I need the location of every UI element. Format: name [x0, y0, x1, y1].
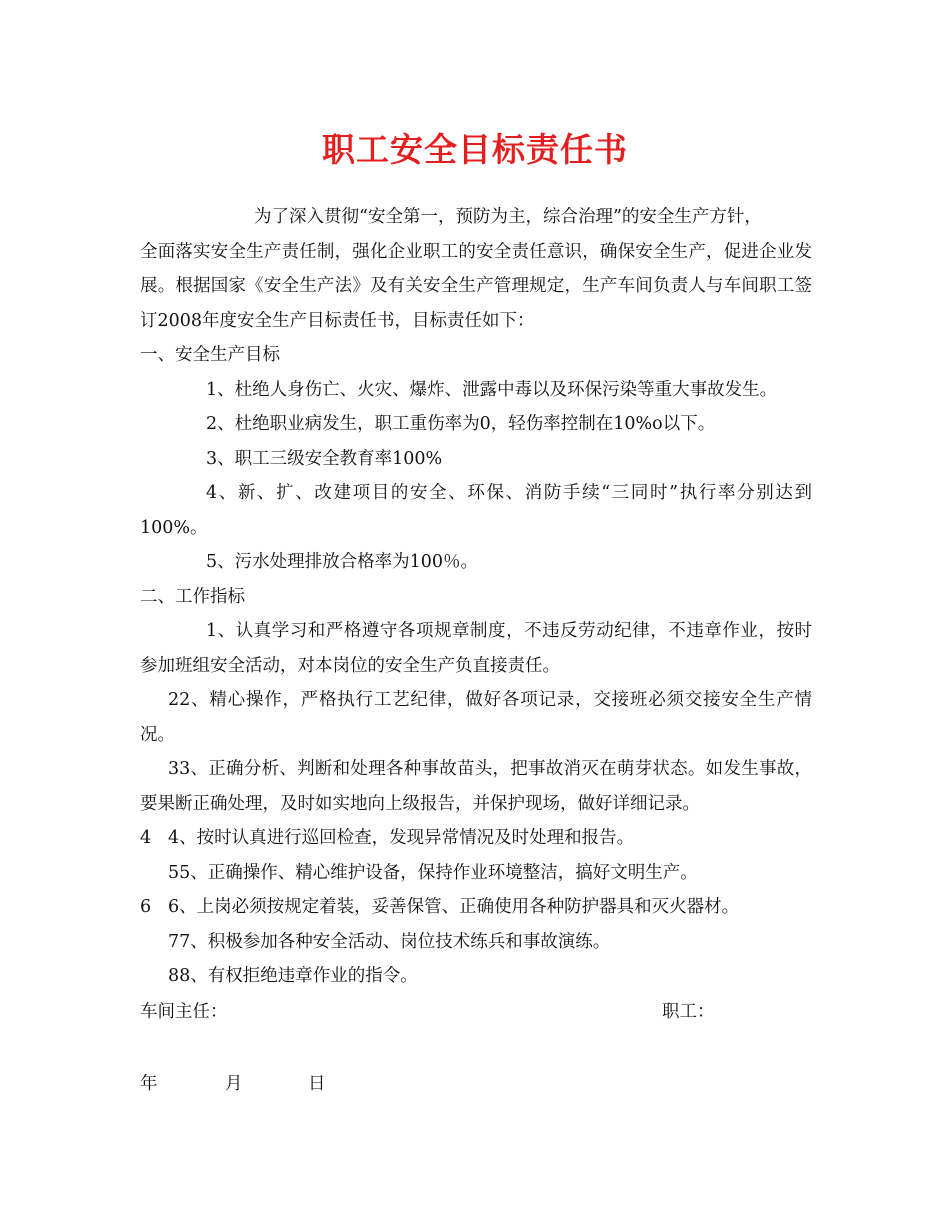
employee-label: 职工：	[662, 1002, 715, 1022]
item-4-text: 4、按时认真进行巡回检查，发现异常情况及时处理和报告。	[168, 828, 635, 848]
section2-item-7: 77、积极参加各种安全活动、岗位技术练兵和事故演练。	[168, 931, 611, 952]
section2-item-4	[140, 821, 812, 856]
section1-item-2: 2、杜绝职业病发生，职工重伤率为0，轻伤率控制在10%o以下。	[206, 414, 716, 434]
section2-item-2: 22、精心操作，严格执行工艺纪律，做好各项记录，交接班必须交接安全生产情况。	[140, 690, 812, 745]
section2-heading: 二、工作指标	[140, 586, 245, 607]
item-6-prefix: 6	[140, 897, 152, 917]
section2-item-6	[140, 890, 812, 925]
intro-first-line: 为了深入贯彻“安全第一，预防为主，综合治理”的安全生产方针，	[254, 207, 762, 227]
intro-paragraph: 全面落实安全生产责任制，强化企业职工的安全责任意识，确保安全生产，促进企业发展。根据国家《安全生产法》及有关安全生产管理规定，生产车间负责人与车间职工签订2008年度安全生产目标责任书，目标责任如下：	[140, 241, 812, 331]
date-month: 月	[225, 1074, 243, 1094]
section1-item-1: 1、杜绝人身伤亡、火灾、爆炸、泄露中毒以及环保污染等重大事故发生。	[206, 379, 778, 400]
workshop-director-label: 车间主任：	[140, 1002, 228, 1022]
section1-item-5: 5、污水处理排放合格率为100％。	[206, 552, 479, 572]
section2-item-8: 88、有权拒绝违章作业的指令。	[168, 966, 418, 986]
section1-item-4: 4、新、扩、改建项目的安全、环保、消防手续“三同时”执行率分别达到100%。	[140, 483, 812, 538]
item-4-prefix: 4	[140, 828, 152, 848]
document-body	[140, 200, 812, 994]
section2-item-3: 33、正确分析、判断和处理各种事故苗头，把事故消灭在萌芽状态。如发生事故，要果断正确处理，及时如实地向上级报告，并保护现场，做好详细记录。	[140, 759, 812, 814]
date-day: 日	[308, 1074, 326, 1094]
section1-item-3: 3、职工三级安全教育率100%	[206, 448, 443, 469]
document-title: 职工安全目标责任书	[322, 130, 628, 169]
section2-item-5: 55、正确操作、精心维护设备，保持作业环境整洁，搞好文明生产。	[168, 862, 698, 883]
date-year: 年	[140, 1074, 158, 1094]
item-6-text: 6、上岗必须按规定着装，妥善保管、正确使用各种防护器具和灭火器材。	[168, 897, 740, 917]
section1-heading: 一、安全生产目标	[140, 345, 280, 365]
section2-item-1: 1、认真学习和严格遵守各项规章制度，不违反劳动纪律，不违章作业，按时参加班组安全活动，对本岗位的安全生产负直接责任。	[140, 621, 812, 676]
